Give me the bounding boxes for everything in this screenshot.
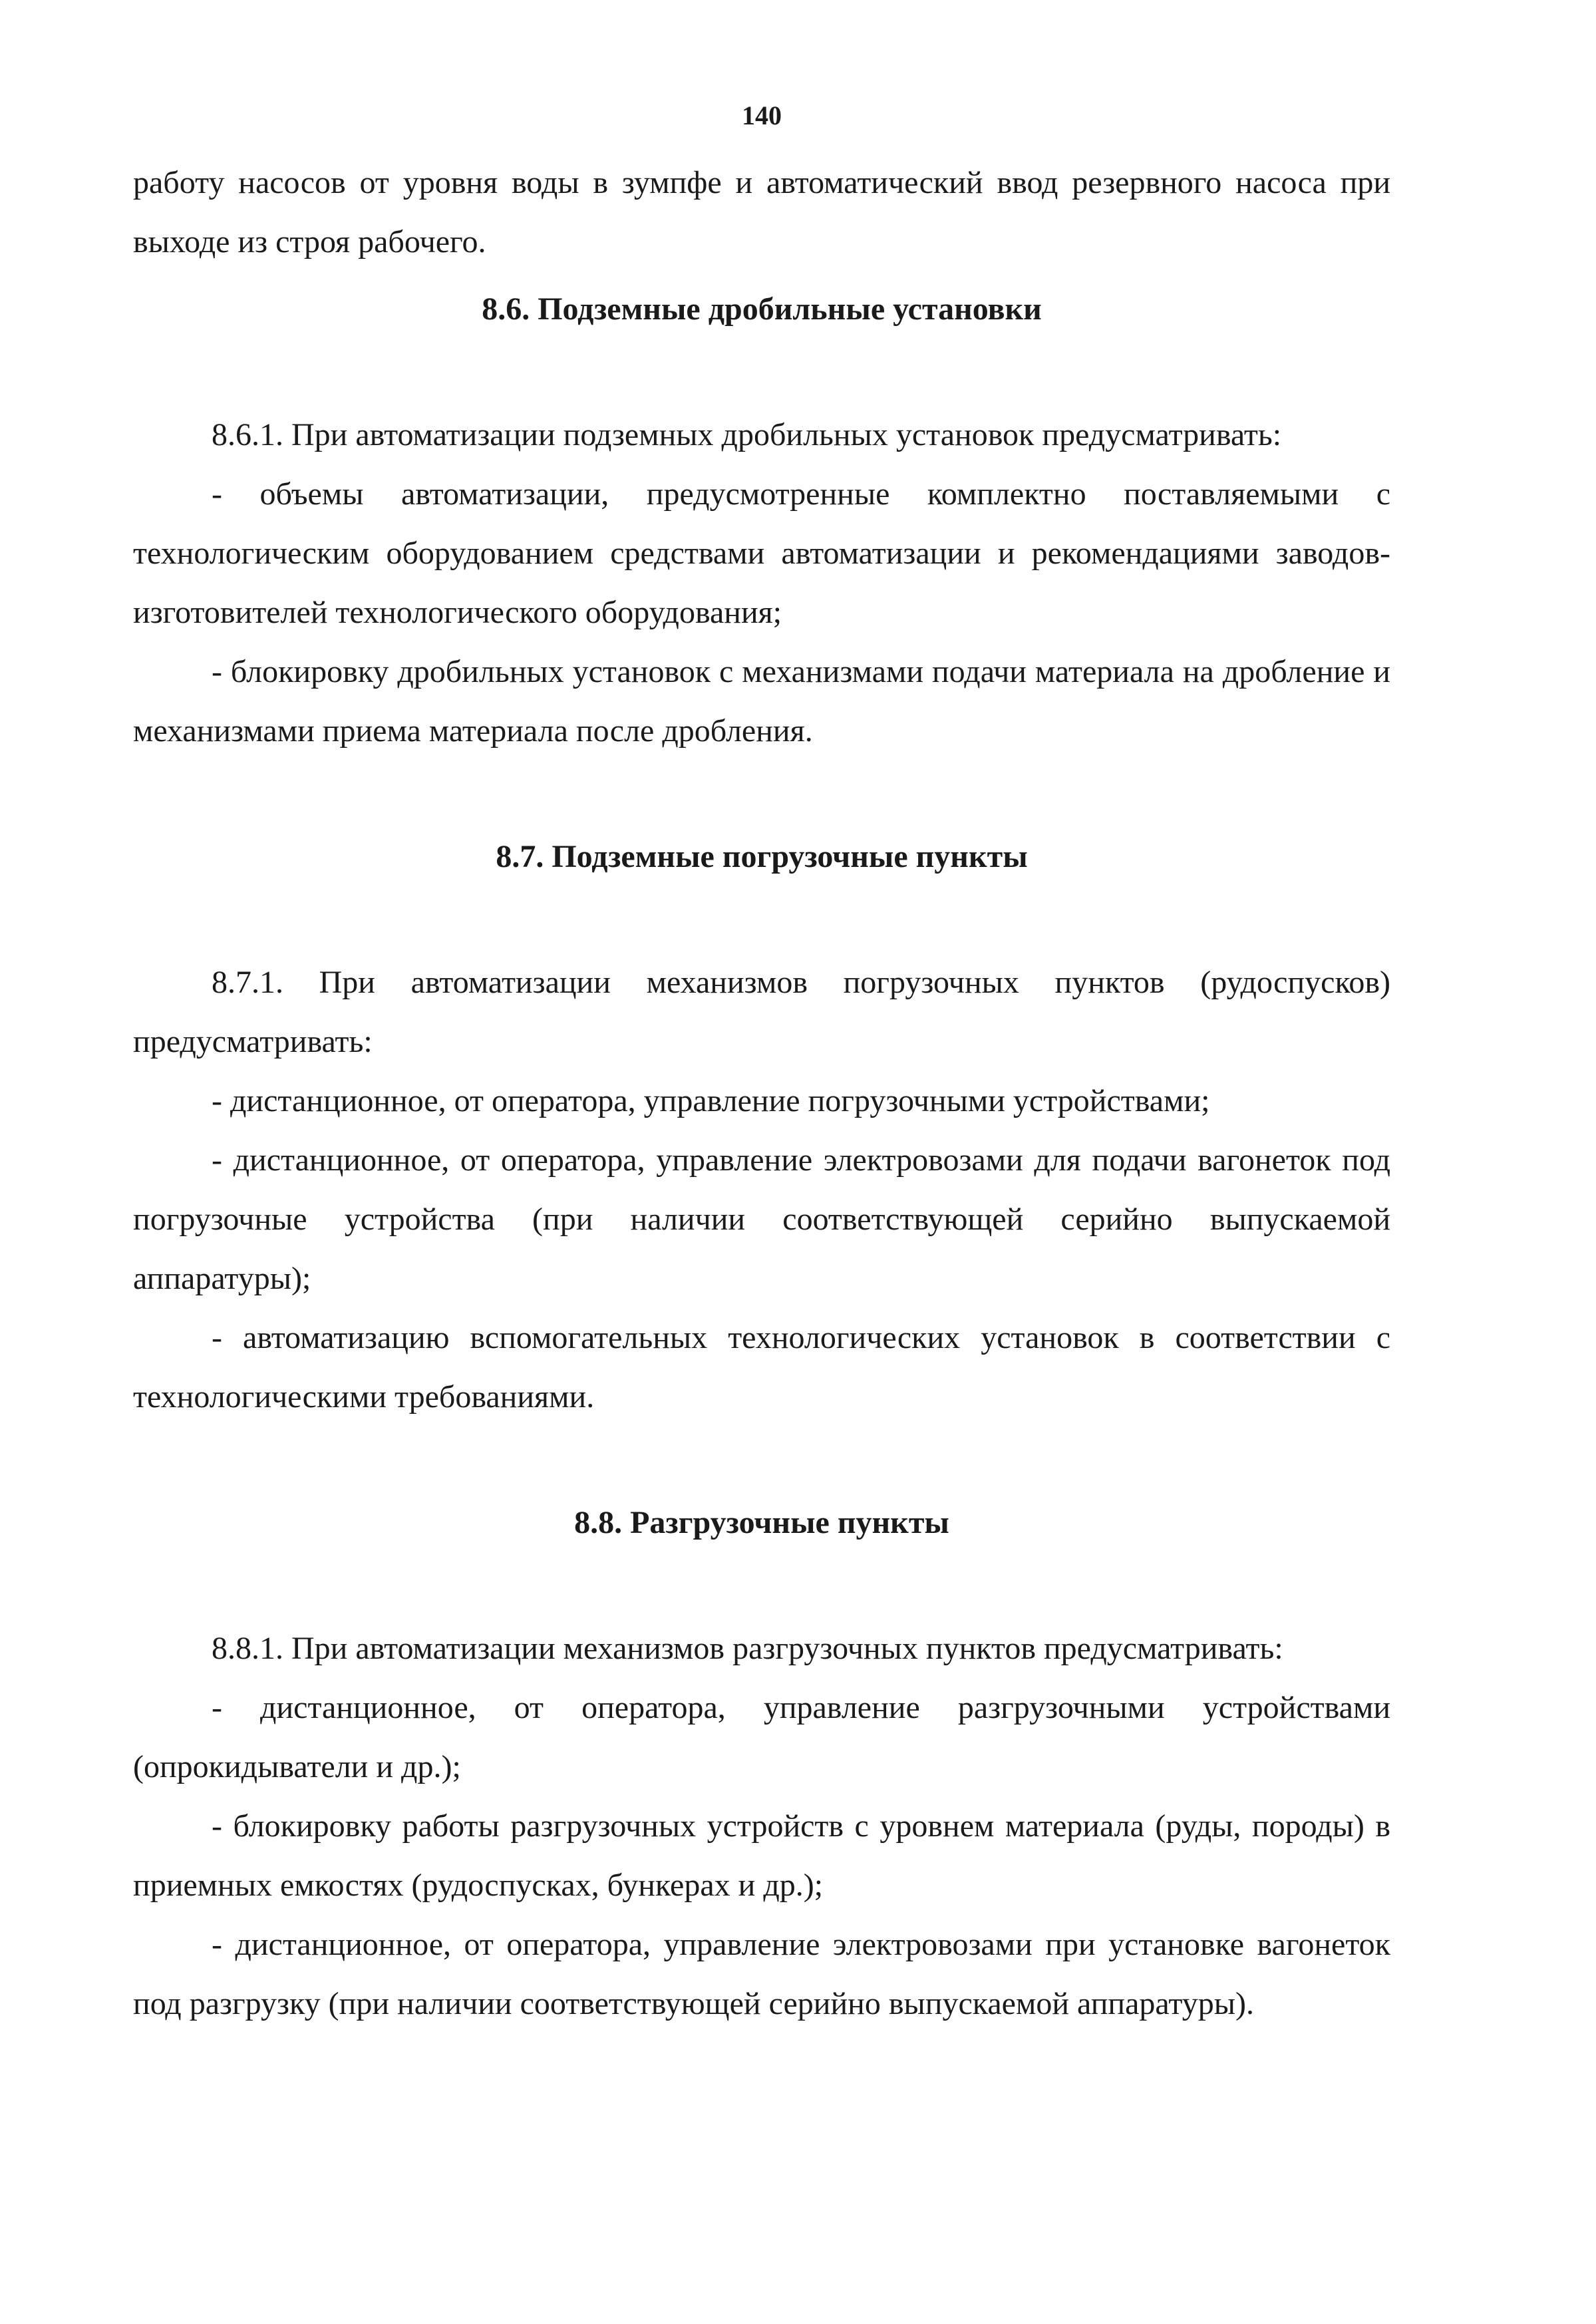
list-item: - дистанционное, от оператора, управление разгрузочными устройствами (опрокидыватели и др.); [133,1690,1390,1784]
list-item: - дистанционное, от оператора, управление электровозами для подачи вагонеток под погрузочные устройства (при наличии соответствующей серийно выпускаемой аппаратуры); [133,1142,1390,1296]
list-item: - дистанционное, от оператора, управление погрузочными устройствами; [212,1083,1210,1118]
list-item: - блокировку работы разгрузочных устройств с уровнем материала (руды, породы) в приемных емкостях (рудоспусках, бункерах и др.); [133,1808,1390,1903]
page-number: 140 [742,100,782,130]
section-heading-8-6: 8.6. Подземные дробильные установки [482,291,1042,327]
paragraph-8-7-1: 8.7.1. При автоматизации механизмов погрузочных пунктов (рудоспусков) предусматривать: [133,965,1390,1059]
list-item: - автоматизацию вспомогательных технологических установок в соответствии с технологическими требованиями. [133,1320,1390,1414]
page-content [133,153,1390,2033]
list-item: - объемы автоматизации, предусмотренные комплектно поставляемыми с технологическим оборудованием средствами автоматизации и рекомендациями заводов-изготовителей технологического оборудования; [133,476,1390,630]
section-heading-8-8: 8.8. Разгрузочные пункты [574,1505,949,1540]
section-heading-8-7: 8.7. Подземные погрузочные пункты [496,839,1028,874]
list-item: - дистанционное, от оператора, управление электровозами при установке вагонеток под разгрузку (при наличии соответствующей серийно выпускаемой аппаратуры). [133,1927,1390,2021]
list-item: - блокировку дробильных установок с механизмами подачи материала на дробление и механизмами приема материала после дробления. [133,654,1390,748]
intro-paragraph: работу насосов от уровня воды в зумпфе и автоматический ввод резервного насоса при выходе из строя рабочего. [133,165,1390,259]
paragraph-8-6-1: 8.6.1. При автоматизации подземных дробильных установок предусматривать: [212,417,1282,452]
paragraph-8-8-1: 8.8.1. При автоматизации механизмов разгрузочных пунктов предусматривать: [212,1631,1283,1666]
